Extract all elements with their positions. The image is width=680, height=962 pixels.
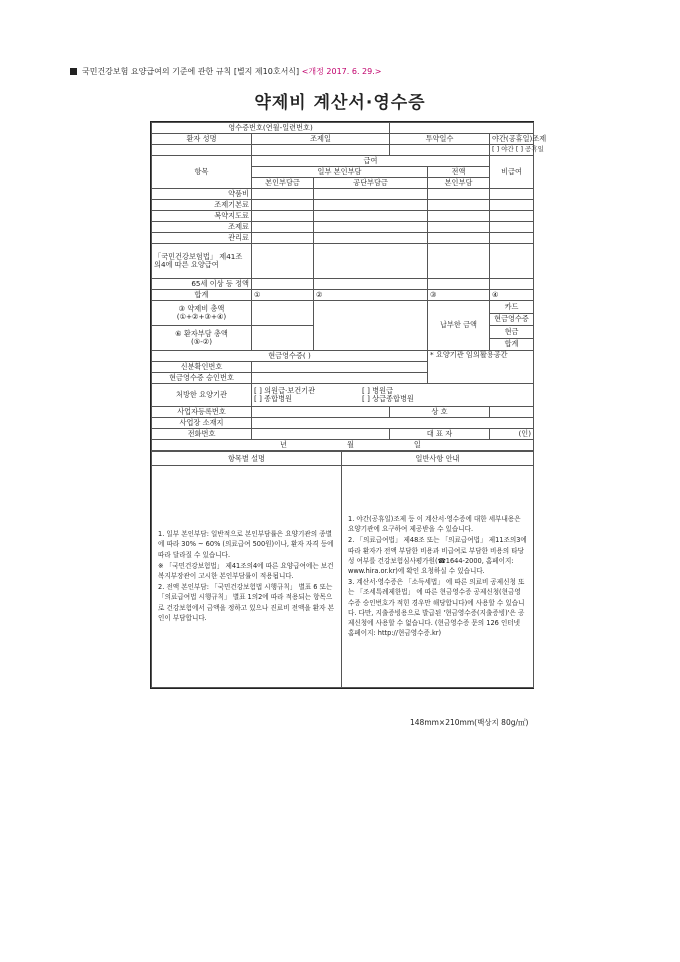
total-amount-formula: (①+②+③+④) [176,312,227,321]
full-self-header: 전액 [428,167,490,178]
total-mark-3: ③ [428,290,490,301]
identity-field[interactable] [252,362,428,373]
form-source: 국민건강보험 요양급여의 기준에 관한 규칙 [별지 제10호서식] [82,67,300,76]
cash-approval-label: 현금영수증 승인번호 [152,373,252,384]
patient-amount-field[interactable] [252,326,314,351]
cash-approval-field[interactable] [252,373,428,384]
total-label: 합계 [152,290,252,301]
cell[interactable] [428,222,490,233]
benefit-header: 급여 [252,156,490,167]
cell[interactable] [252,211,314,222]
dosing-days-label: 투약일수 [390,134,490,145]
pay-method-cash: 현금 [490,326,534,339]
dosing-days-field[interactable] [390,145,490,156]
partial-self-header: 일부 본인부담 [252,167,428,178]
item-row-label: 65세 이상 등 정액 [152,279,252,290]
prescription-date-field[interactable] [252,145,390,156]
cell[interactable] [428,211,490,222]
page-title: 약제비 계산서·영수증 [254,93,426,113]
cell[interactable] [490,244,534,279]
cell[interactable] [314,200,428,211]
phone-label: 전화번호 [152,429,252,440]
item-desc-title: 항목별 설명 [152,452,342,466]
paid-amount-label: 납부한 금액 [428,301,490,351]
cell[interactable] [252,222,314,233]
tertiary-hospital-checkbox[interactable]: [ ] 상급종합병원 [362,394,414,403]
item-row-label: 약품비 [152,189,252,200]
general-info-note: 3. 계산서·영수증은 「소득세법」 에 따른 의료비 공제신청 또는 「조세특례제한법」 에 따른 현금영수증 공제신청(현금영수증 승인번호가 적힌 경우만 해당합니다)에 사용할 수 있습니다. 다만, 지출증빙용으로 발급된 '현금영수증(지출증빙)'은 공제신청에 사용할 수 없습니다. (현금영수증 문의 126 인터넷 홈페이지: http://현금영수증.kr) [348,578,525,638]
receipt-table [151,122,547,451]
receipt-no-label: 영수증번호(연월-일련번호) [152,123,390,134]
night-holiday-label: 야간(공휴일)조제 [490,134,534,145]
cell[interactable] [490,279,534,290]
holiday-checkbox[interactable]: [ ] 공휴일 [515,145,544,154]
cell[interactable] [314,233,428,244]
form-header [70,66,381,77]
item-desc-note: ※ 「국민건강보험법」 제41조의4에 따른 요양급여에는 보건복지부장관이 고시한 본인부담률이 적용됩니다. [158,561,334,581]
non-benefit-header: 비급여 [490,156,534,189]
night-holiday-options[interactable] [490,145,544,156]
hospital-checkbox[interactable]: [ ] 병원급 [362,385,394,395]
prescribing-options[interactable] [252,384,534,407]
patient-amount-formula: (⑤-②) [190,337,213,346]
general-hospital-checkbox[interactable]: [ ] 종합병원 [254,394,292,403]
item-row-label: 조제료 [152,222,252,233]
general-info-body [342,466,534,688]
patient-amount-label [152,326,252,351]
item-row-label: 조제기본료 [152,200,252,211]
receipt-form [150,121,547,689]
square-bullet-icon [70,68,77,75]
cell[interactable] [490,211,534,222]
cell[interactable] [314,189,428,200]
business-no-label: 사업자등록번호 [152,407,252,418]
total-amount-field[interactable] [252,301,314,326]
total-mark-1: ① [252,290,314,301]
cell[interactable] [490,222,534,233]
general-info-note: 2. 「의료급여법」 제48조 또는 「의료급여법」 제11조의3에 따라 환자가 전액 부담한 비용과 비급여로 부담한 비용의 타당성 여부를 건강보험심사평가원(☎1644-2000, 홈페이지: www.hira.or.kr)에 확인 요청하실 수 있습니다. [348,536,527,575]
revision-date: <개정 2017. 6. 29.> [301,67,382,76]
clinic-checkbox[interactable]: [ ] 의원급·보건기관 [254,385,316,395]
item-row-label: 복약지도료 [152,211,252,222]
item-desc-note: 2. 전액 본인부담: 「국민건강보험법 시행규칙」 별표 6 또는 「의료급여법 시행규칙」 별표 1의2에 따라 적용되는 항목으로 건강보험에서 금액을 정하고 있으나 진료비 전액을 환자 본인이 부담합니다. [158,583,335,622]
cell[interactable] [314,222,428,233]
general-info-title: 일반사항 안내 [342,452,534,466]
general-info-note: 1. 야간(공휴일)조제 등 이 계산서·영수증에 대한 세부내용은 요양기관에 요구하여 제공받을 수 있습니다. [348,514,521,534]
cell[interactable] [428,200,490,211]
identity-label: 신분확인번호 [152,362,252,373]
insurer-pay-header: 공단부담금 [314,178,428,189]
item-row-label: 「국민건강보험법」 제41조의4에 따른 요양급여 [152,244,252,279]
total-mark-4: ④ [490,290,534,301]
cell[interactable] [252,244,314,279]
patient-amount-title: ⑥ 환자부담 총액 [175,328,228,338]
full-self-sub-header: 본인부담 [428,178,490,189]
patient-name-label: 환자 성명 [152,134,252,145]
prescription-date-label: 조제일 [252,134,390,145]
cell[interactable] [428,244,490,279]
cell[interactable] [428,233,490,244]
blank-area [314,301,428,351]
cell[interactable] [428,279,490,290]
patient-name-field[interactable] [152,145,252,156]
pay-method-cash-receipt: 현금영수증 [490,313,534,326]
paper-spec: 148mm×210mm(백상지 80g/㎡) [410,718,529,727]
day-label: 일 [413,439,421,449]
year-label: 년 [280,439,287,449]
representative-label: 대 표 자 [390,429,490,440]
cell[interactable] [490,189,534,200]
phone-field[interactable] [252,429,390,440]
item-header: 항목 [152,156,252,189]
item-row-label: 관리료 [152,233,252,244]
pay-method-total: 합계 [490,338,534,351]
item-desc-note: 1. 일부 본인부담: 일반적으로 본인부담률은 요양기관의 종별에 따라 30% ~ 60% (의료급여 500원)이나, 환자 자격 등에 따라 달라질 수 있습니다. [158,530,334,559]
cell[interactable] [252,189,314,200]
cell[interactable] [490,233,534,244]
night-checkbox[interactable]: [ ] 야간 [492,145,514,154]
date-row[interactable] [152,440,534,451]
total-amount-label [152,301,252,326]
notes-table [151,451,534,688]
prescribing-label: 처방한 요양기관 [152,384,252,407]
cell[interactable] [428,189,490,200]
trade-name-label: 상 호 [390,407,490,418]
total-amount-title: ③ 약제비 총액 [178,303,225,313]
cash-receipt-label: 현금영수증( ) [152,351,428,362]
cell[interactable] [252,279,314,290]
cell[interactable] [252,200,314,211]
address-field[interactable] [252,418,534,429]
cell[interactable] [314,211,428,222]
business-no-field[interactable] [252,407,390,418]
month-label: 월 [346,439,354,449]
trade-name-field[interactable] [490,407,534,418]
cell[interactable] [252,233,314,244]
cell[interactable] [314,279,428,290]
address-label: 사업장 소재지 [152,418,252,429]
pay-method-card: 카드 [490,301,534,314]
item-desc-body [152,466,342,688]
cell[interactable] [314,244,428,279]
free-space-label: * 요양기관 임의활용공간 [428,351,534,384]
self-pay-header: 본인부담금 [252,178,314,189]
seal-label: (인) [490,429,534,440]
receipt-no-value[interactable] [390,123,534,134]
total-mark-2: ② [314,290,428,301]
cell[interactable] [490,200,534,211]
